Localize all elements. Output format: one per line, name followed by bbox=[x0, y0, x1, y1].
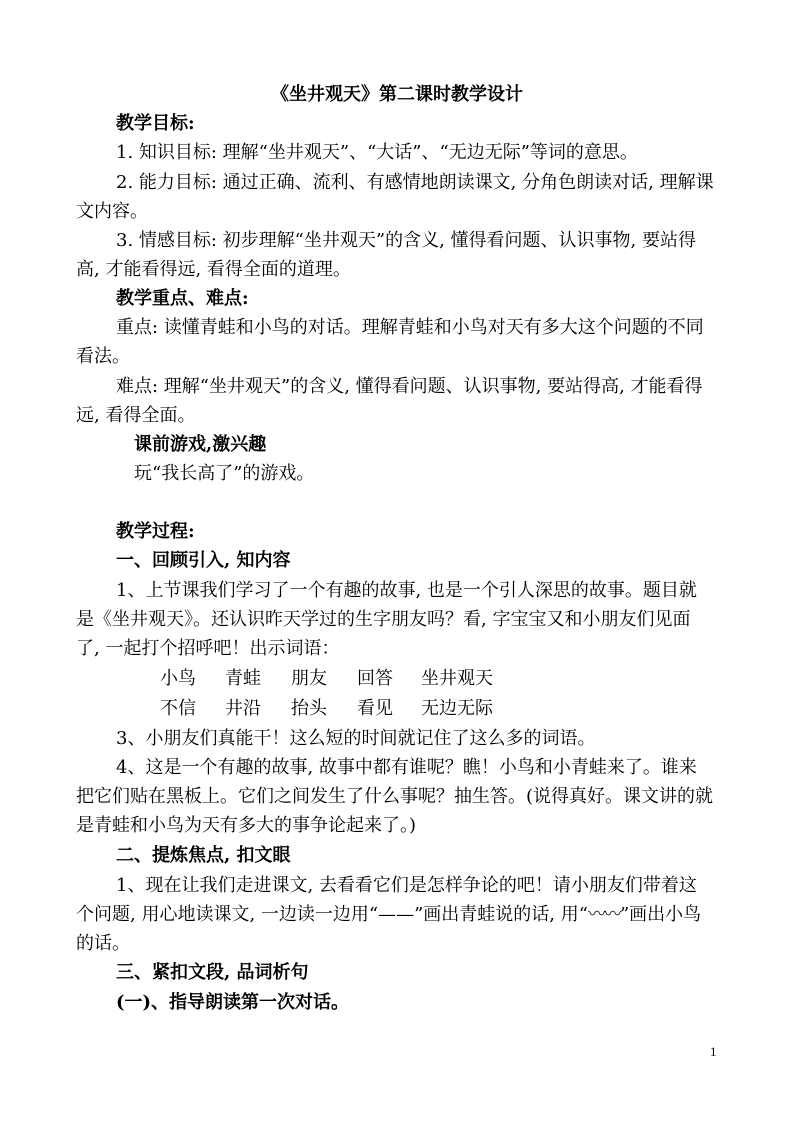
section2-p1-line1: 1、现在让我们走进课文, 去看看它们是怎样争论的吧！请小朋友们带着这 bbox=[116, 875, 697, 896]
vocab-word: 青蛙 bbox=[225, 668, 261, 689]
vocab-word: 井沿 bbox=[225, 698, 261, 719]
section1-p4-line1: 4、这是一个有趣的故事, 故事中都有谁呢？瞧！小鸟和小青蛙来了。谁来 bbox=[116, 757, 697, 778]
objectives-heading: 教学目标: bbox=[116, 113, 195, 134]
vocab-word: 朋友 bbox=[291, 668, 327, 689]
section2-p1-line2 bbox=[76, 904, 701, 926]
difficulty-line1: 难点: 理解“坐井观天”的含义, 懂得看问题、认识事物, 要站得高, 才能看得 bbox=[116, 376, 703, 397]
section2-p1-line3: 的话。 bbox=[76, 933, 130, 954]
vocab-word: 不信 bbox=[160, 698, 196, 719]
vocab-word: 回答 bbox=[357, 668, 393, 689]
objective-knowledge: 1. 知识目标: 理解“坐井观天”、“大话”、“无边无际”等词的意思。 bbox=[116, 142, 638, 163]
wavy-underline-sample: 〰〰 bbox=[587, 904, 620, 925]
section3-subheading: (一)、指导朗读第一次对话。 bbox=[116, 992, 350, 1013]
key-points-heading: 教学重点、难点: bbox=[116, 288, 249, 309]
focus-line1: 重点: 读懂青蛙和小鸟的对话。理解青蛙和小鸟对天有多大这个问题的不同 bbox=[116, 317, 704, 338]
page-number: 1 bbox=[710, 1044, 717, 1059]
section1-p1-line2: 是《坐井观天》。还认识昨天学过的生字朋友吗？看, 字宝宝又和小朋友们见面 bbox=[76, 609, 691, 630]
vocab-word: 无边无际 bbox=[421, 698, 493, 719]
difficulty-line2: 远, 看得全面。 bbox=[76, 405, 196, 426]
process-heading: 教学过程: bbox=[116, 521, 195, 542]
section1-heading: 一、回顾引入, 知内容 bbox=[116, 550, 291, 571]
section1-p4-line3: 是青蛙和小鸟为天有多大的事争论起来了。) bbox=[76, 815, 417, 836]
section1-p3: 3、小朋友们真能干！这么短的时间就记住了这么多的词语。 bbox=[116, 728, 596, 749]
section2-heading: 二、提炼焦点, 扣文眼 bbox=[116, 845, 291, 866]
objective-emotion-line2: 高, 才能看得远, 看得全面的道理。 bbox=[76, 259, 351, 280]
objective-emotion-line1: 3. 情感目标: 初步理解“坐井观天”的含义, 懂得看问题、认识事物, 要站得 bbox=[116, 230, 696, 251]
vocab-word: 抬头 bbox=[291, 698, 327, 719]
section2-p1-line2-start: 个问题, 用心地读课文, 一边读一边用“——”画出青蛙说的话, 用“ bbox=[76, 904, 588, 925]
section3-heading: 三、紧扣文段, 品词析句 bbox=[116, 962, 309, 983]
objective-ability-line1: 2. 能力目标: 通过正确、流利、有感情地朗读课文, 分角色朗读对话, 理解课 bbox=[116, 172, 714, 193]
warmup-heading: 课前游戏,激兴趣 bbox=[134, 434, 267, 455]
vocab-word: 小鸟 bbox=[160, 668, 196, 689]
vocab-row-1 bbox=[0, 668, 794, 690]
warmup-text: 玩“我长高了”的游戏。 bbox=[134, 463, 315, 484]
section2-p1-line2-end: ”画出小鸟 bbox=[619, 904, 702, 925]
objective-ability-line2: 文内容。 bbox=[76, 201, 148, 222]
vocab-word: 坐井观天 bbox=[421, 668, 493, 689]
vocab-row-2 bbox=[0, 698, 794, 720]
vocab-word: 看见 bbox=[357, 698, 393, 719]
section1-p1-line1: 1、上节课我们学习了一个有趣的故事, 也是一个引人深思的故事。题目就 bbox=[116, 580, 697, 601]
page-title: 《坐井观天》第二课时教学设计 bbox=[271, 84, 523, 105]
section1-p1-line3: 了, 一起打个招呼吧！出示词语： bbox=[76, 638, 340, 659]
focus-line2: 看法。 bbox=[76, 346, 130, 367]
section1-p4-line2: 把它们贴在黑板上。它们之间发生了什么事呢？抽生答。(说得真好。课文讲的就 bbox=[76, 786, 714, 807]
